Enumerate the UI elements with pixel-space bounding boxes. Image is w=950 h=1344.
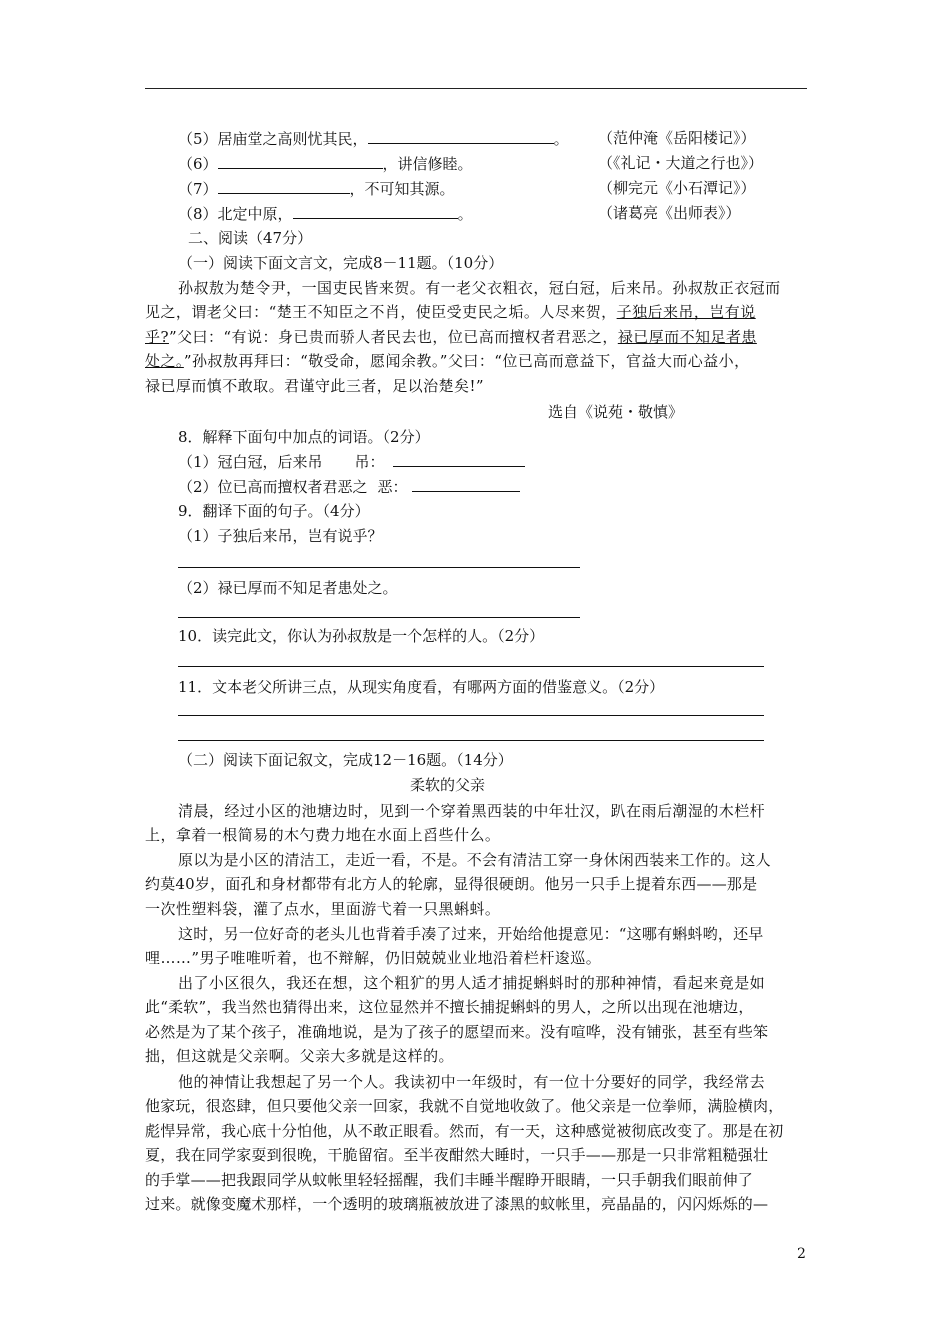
story-line: 上，拿着一根简易的木勺费力地在水面上舀些什么。: [145, 826, 501, 844]
text-source: 选自《说苑・敬慎》: [548, 403, 684, 421]
story-line: 的手掌——把我跟同学从蚊帐里轻轻摇醒，我们丰睡半醒睁开眼睛，一只手朝我们眼前伸了: [145, 1171, 754, 1189]
underlined-sentence: 子独后来吊，岂有说: [616, 303, 756, 321]
story-line: 过来。就像变魔术那样，一个透明的玻璃瓶被放进了漆黑的蚊帐里，亮晶晶的，闪闪烁烁的—: [145, 1195, 769, 1213]
answer-blank[interactable]: [218, 153, 383, 169]
part1-title: （一）阅读下面文言文，完成8－11题。（10分）: [178, 254, 504, 272]
question-8-1: （1）冠白冠，后来吊 吊：: [178, 451, 525, 472]
story-line: 哩……”男子唯唯听着，也不辩解，仍旧兢兢业业地沿着栏杆逡巡。: [145, 949, 602, 967]
story-line: 约莫40岁，面孔和身材都带有北方人的轮廓，显得很硬朗。他另一只手上提着东西——那是: [145, 875, 758, 893]
question-9-1: （1）子独后来吊，岂有说乎？: [178, 527, 383, 545]
question-9-2: （2）禄已厚而不知足者患处之。: [178, 579, 398, 597]
fill-blank-8: （8）北定中原， 。: [178, 205, 473, 223]
story-line: 清晨，经过小区的池塘边时，见到一个穿着黑西装的中年壮汉，趴在雨后潮湿的木栏杆: [178, 802, 766, 820]
fill-blank-7: （7） ，不可知其源。: [178, 180, 455, 198]
answer-blank[interactable]: [293, 203, 458, 219]
answer-blank[interactable]: [393, 451, 525, 467]
story-line: 原以为是小区的清洁工，走近一看，不是。不会有清洁工穿一身休闲西装来工作的。这人: [178, 851, 771, 869]
answer-line[interactable]: [178, 617, 580, 618]
page-number: 2: [797, 1246, 806, 1262]
story-line: 此“柔软”，我当然也猜得出来，这位显然并不擅长捕捉蝌蚪的男人，之所以出现在池塘边，: [145, 998, 754, 1016]
section-heading: 二、阅读（47分）: [188, 229, 313, 247]
story-line: 他的神情让我想起了另一个人。我读初中一年级时，有一位十分要好的同学，我经常去: [178, 1073, 766, 1091]
question-11: 11．文本老父所讲三点，从现实角度看，有哪两方面的借鉴意义。（2分）: [178, 678, 665, 696]
classical-line: 禄已厚而慎不敢取。君谨守此三者，足以治楚矣!”: [145, 377, 485, 395]
story-line: 他家玩，很恣肆，但只要他父亲一回家，我就不自觉地收敛了。他父亲是一位拳师，满脸横肉，: [145, 1097, 784, 1115]
story-line: 夏，我在同学家耍到很晚，干脆留宿。至半夜酣然大睡时，一只手——那是一只非常粗糙强壮: [145, 1146, 769, 1164]
fill-blank-5: （5）居庙堂之高则忧其民， 。: [178, 130, 569, 148]
question-9: 9．翻译下面的句子。（4分）: [178, 502, 370, 520]
answer-blank[interactable]: [368, 128, 554, 144]
source-citation: （范仲淹《岳阳楼记》）: [598, 129, 756, 147]
answer-blank[interactable]: [218, 178, 350, 194]
part2-title: （二）阅读下面记叙文，完成12－16题。（14分）: [178, 751, 513, 769]
classical-line: 孙叔敖为楚令尹，一国吏民皆来贺。有一老父衣粗衣，冠白冠，后来吊。孙叔敖正衣冠而: [178, 279, 781, 297]
underlined-sentence: 禄已厚而不知足者患: [617, 328, 757, 346]
classical-line: 见之，谓老父曰：“楚王不知臣之不肖，使臣受吏民之垢。人尽来贺，子独后来吊，岂有说: [145, 303, 756, 321]
story-title: 柔软的父亲: [410, 776, 486, 794]
story-line: 这时，另一位好奇的老头儿也背着手凑了过来，开始给他提意见：“这哪有蝌蚪哟，还早: [178, 925, 764, 943]
story-line: 出了小区很久，我还在想，这个粗犷的男人适才捕捉蝌蚪时的那种神情，看起来竟是如: [178, 974, 766, 992]
fill-blank-6: （6） ，讲信修睦。: [178, 155, 473, 173]
source-citation: （柳完元《小石潭记》）: [598, 179, 756, 197]
story-line: 彪悍异常，我心底十分怕他，从不敢正眼看。然而，有一天，这种感觉被彻底改变了。那是在初: [145, 1122, 784, 1140]
answer-line[interactable]: [178, 666, 764, 667]
story-line: 一次性塑料袋，灌了点水，里面游弋着一只黑蝌蚪。: [145, 900, 501, 918]
question-8-2: （2）位已高而擅权者君恶之 恶：: [178, 476, 520, 497]
header-rule: [145, 88, 807, 89]
source-citation: （诸葛亮《出师表》）: [598, 204, 741, 222]
classical-line: 乎?”父曰：“有说：身已贵而骄人者民去也，位已高而擅权者君恶之，禄已厚而不知足者患: [145, 328, 757, 346]
story-line: 拙，但这就是父亲啊。父亲大多就是这样的。: [145, 1047, 455, 1065]
answer-line[interactable]: [178, 740, 764, 741]
classical-line: 处之。”孙叔敖再拜曰：“敬受命，愿闻余教。”父曰：“位已高而意益下，官益大而心益小，: [145, 352, 750, 370]
question-8: 8．解释下面句中加点的词语。（2分）: [178, 428, 430, 446]
answer-line[interactable]: [178, 567, 580, 568]
source-citation: （《礼记・大道之行也》）: [598, 154, 764, 172]
question-10: 10．读完此文，你认为孙叔敖是一个怎样的人。（2分）: [178, 627, 545, 645]
answer-blank[interactable]: [412, 476, 520, 492]
underlined-sentence: 处之。: [145, 352, 184, 370]
underlined-sentence: 乎?: [145, 328, 169, 346]
answer-line[interactable]: [178, 715, 764, 716]
story-line: 必然是为了某个孩子，准确地说，是为了孩子的愿望而来。没有喧哗，没有铺张，甚至有些笨: [145, 1023, 769, 1041]
